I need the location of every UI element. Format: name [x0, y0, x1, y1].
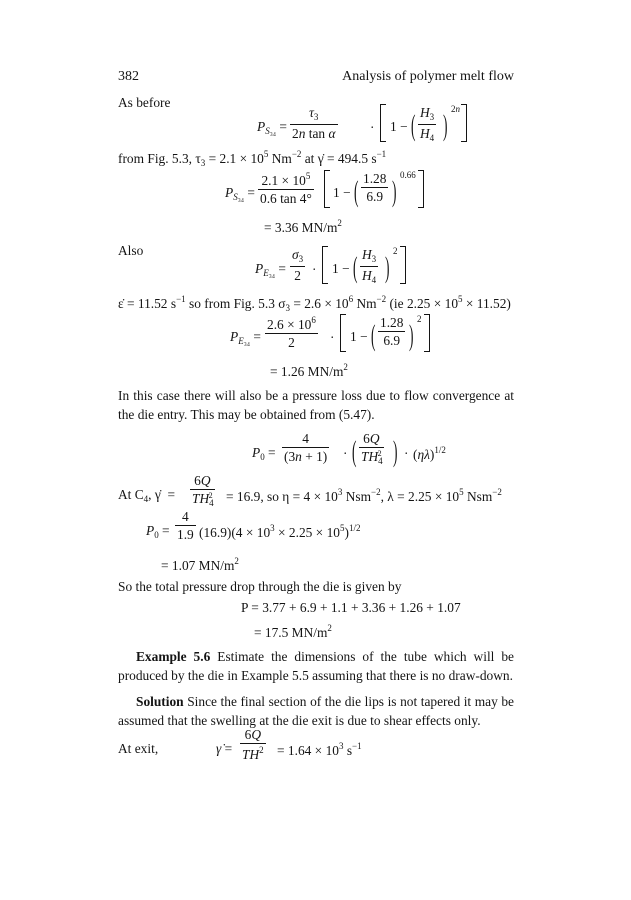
shear-stress-line: from Fig. 5.3, $\tau_3 = 2.1 \times 10^5$ $Nm^{-2}$ at γ̇ = 494.5 $s^{-1}$ — [118, 149, 387, 168]
p0-result: = 1.07 $MN/m^2$ — [161, 556, 239, 573]
also-text: Also — [118, 243, 144, 258]
ps34-result: = 3.36 $MN/m^2$ — [264, 218, 342, 235]
running-title: Analysis of polymer melt flow — [342, 69, 514, 84]
strain-rate-line: ε̇ = 11.52 $s^{-1}$ so from Fig. 5.3 $\sigma_3 = 2.6 \times 10^6$ $Nm^{-2}$ (ie $2.25 \times 10^5 \times 11.52$) — [118, 294, 511, 313]
pe34-result: = 1.26 $MN/m^2$ — [270, 362, 348, 379]
paragraph-total-pressure: So the total pressure drop through the die is given by — [118, 579, 402, 594]
total-pressure-result: = 17.5 $MN/m^2$ — [254, 623, 332, 640]
solution-paragraph: Solution Since the final section of the die lips is not tapered it may be assumed that the swelling at the die exit is due to shear effects only. — [118, 694, 514, 728]
example-5-6: Example 5.6 Estimate the dimensions of the tube which will be produced by the die in Example 5.5 assuming that there is no draw-down. — [118, 649, 514, 683]
as-before-text: As before — [118, 95, 171, 110]
paragraph-flow-convergence: In this case there will also be a pressure loss due to flow convergence at the die entry. This may be obtained from (5.47). — [118, 388, 514, 422]
total-pressure-equation: P = 3.77 + 6.9 + 1.1 + 3.36 + 1.26 + 1.07 — [241, 600, 461, 615]
page-number: 382 — [118, 69, 139, 84]
